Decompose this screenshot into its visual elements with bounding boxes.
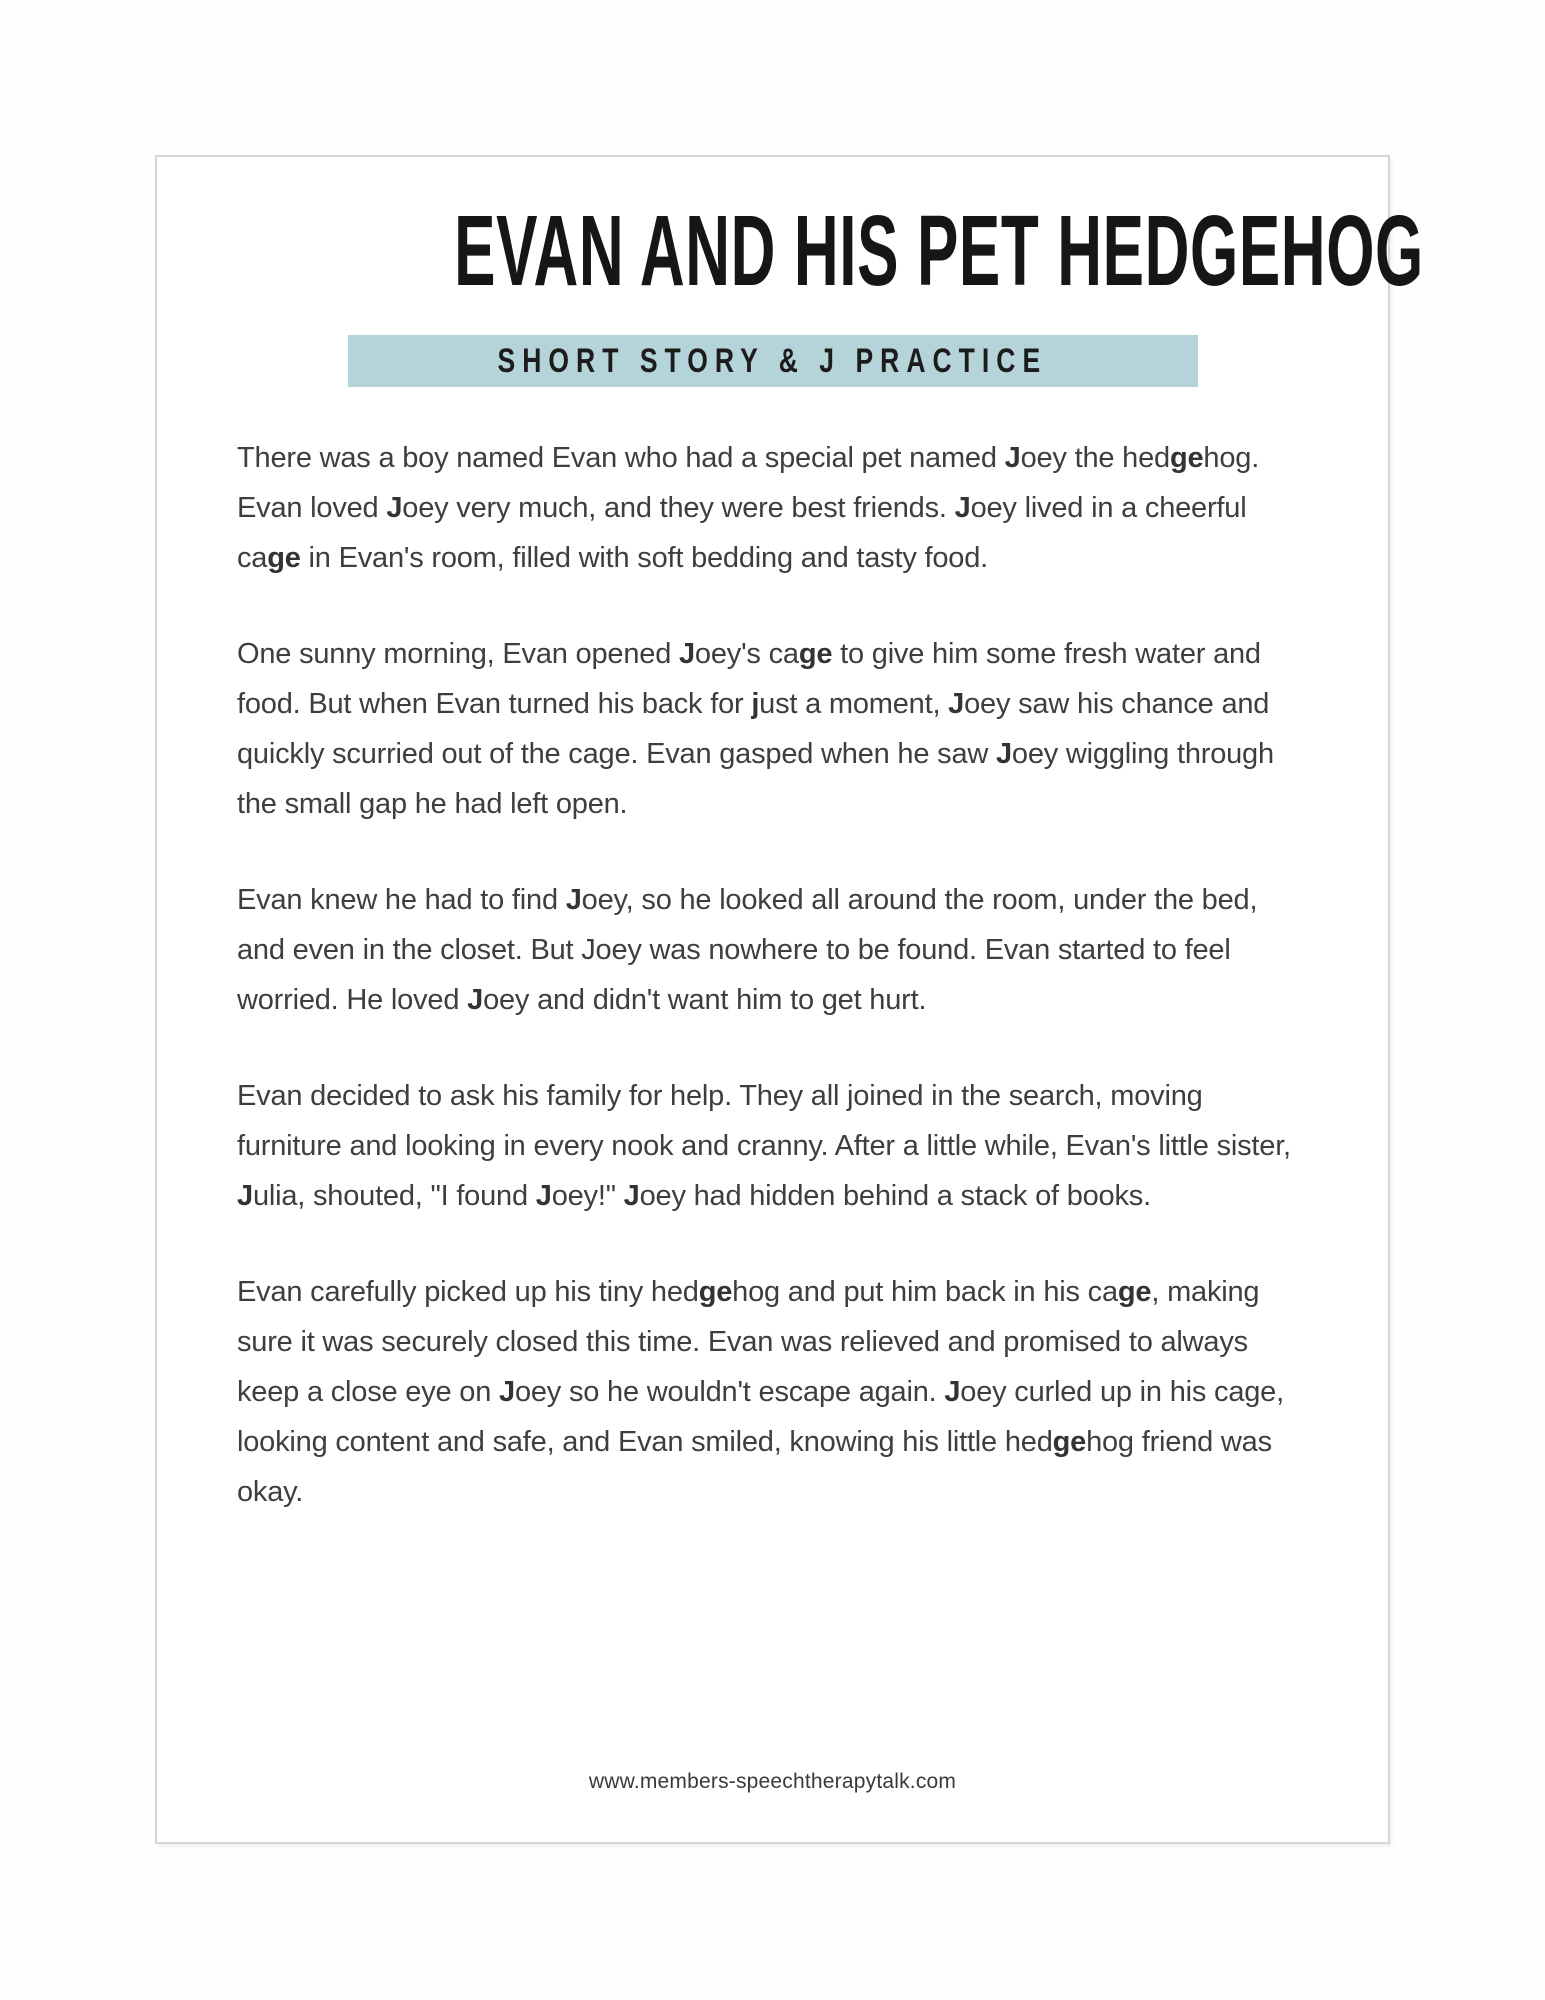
story-paragraph — [237, 629, 1308, 829]
story-text-segment: oey very much, and they were best friends. — [402, 492, 955, 524]
page-title-text: EVAN AND HIS PET HEDGEHOG — [454, 195, 1424, 307]
story-text-segment: oey wiggling through the small gap he had left open. — [237, 738, 1274, 820]
story-text-segment: oey lived in a cheerful ca — [237, 492, 1247, 574]
story — [237, 433, 1308, 1517]
story-text-segment: ulia, shouted, "I found — [252, 1180, 536, 1212]
story-bold-segment: J — [1004, 442, 1021, 474]
story-text-segment: Evan carefully picked up his tiny hed — [237, 1276, 699, 1308]
story-text-segment: ust a moment, — [759, 688, 949, 720]
story-text-segment: oey, so he looked all around the room, under the bed, and even in the closet. But Joey was nowhere to be found. Evan started to feel worried. He loved — [237, 884, 1258, 1016]
story-bold-segment: J — [678, 638, 695, 670]
story-bold-segment: J — [948, 688, 965, 720]
story-text-segment: hog friend was okay. — [237, 1426, 1272, 1508]
story-bold-segment: J — [237, 1180, 253, 1212]
story-text-segment: , making sure it was securely closed this time. Evan was relieved and promised to always keep a close eye on — [237, 1276, 1260, 1408]
story-paragraph — [237, 433, 1308, 583]
story-bold-segment: ge — [798, 638, 833, 670]
story-bold-segment: J — [623, 1180, 640, 1212]
story-text-segment: oey curled up in his cage, looking content and safe, and Evan smiled, knowing his little hed — [237, 1376, 1284, 1458]
story-text-segment: Evan decided to ask his family for help. They all joined in the search, moving furniture and looking in every nook and cranny. After a little while, Evan's little sister, — [237, 1080, 1291, 1162]
story-text-segment: hog. Evan loved — [237, 442, 1260, 524]
story-bold-segment: J — [535, 1180, 552, 1212]
story-bold-segment: ge — [1052, 1426, 1087, 1458]
story-bold-segment: ge — [698, 1276, 733, 1308]
story-bold-segment: J — [386, 492, 403, 524]
story-text-segment: oey!" — [551, 1180, 624, 1212]
story-bold-segment: J — [467, 984, 484, 1016]
story-text-segment: oey so he wouldn't escape again. — [514, 1376, 945, 1408]
story-bold-segment: ge — [1169, 442, 1204, 474]
story-text-segment: oey saw his chance and quickly scurried out of the cage. Evan gasped when he saw — [237, 688, 1270, 770]
story-paragraph — [237, 875, 1308, 1025]
subtitle-text: SHORT STORY & J PRACTICE — [497, 341, 1048, 380]
story-text-segment: to give him some fresh water and food. But when Evan turned his back for — [237, 638, 1261, 720]
story-text-segment: One sunny morning, Evan opened — [237, 638, 679, 670]
story-bold-segment: ge — [1117, 1276, 1152, 1308]
story-paragraph — [237, 1267, 1308, 1517]
story-text-segment: hog and put him back in his ca — [732, 1276, 1118, 1308]
story-bold-segment: ge — [267, 542, 301, 574]
story-bold-segment: J — [499, 1376, 515, 1408]
story-text-segment: oey the hed — [1020, 442, 1170, 474]
story-bold-segment: J — [565, 884, 582, 916]
story-text-segment: in Evan's room, filled with soft bedding and tasty food. — [300, 542, 988, 574]
story-text-segment: oey's ca — [694, 638, 799, 670]
worksheet-card — [155, 155, 1424, 1844]
page-title — [157, 195, 1424, 307]
story-text-segment: oey had hidden behind a stack of books. — [639, 1180, 1151, 1212]
story-bold-segment: J — [995, 738, 1012, 770]
story-bold-segment: J — [954, 492, 971, 524]
story-text-segment: There was a boy named Evan who had a special pet named — [237, 442, 1005, 474]
story-bold-segment: j — [751, 688, 760, 720]
subtitle-banner — [348, 335, 1198, 387]
story-bold-segment: J — [944, 1376, 961, 1408]
story-text-segment: oey and didn't want him to get hurt. — [483, 984, 927, 1016]
story-text-segment: Evan knew he had to find — [237, 884, 566, 916]
footer-url: www.members-speechtherapytalk.com — [588, 1770, 957, 1793]
story-paragraph — [237, 1071, 1308, 1221]
